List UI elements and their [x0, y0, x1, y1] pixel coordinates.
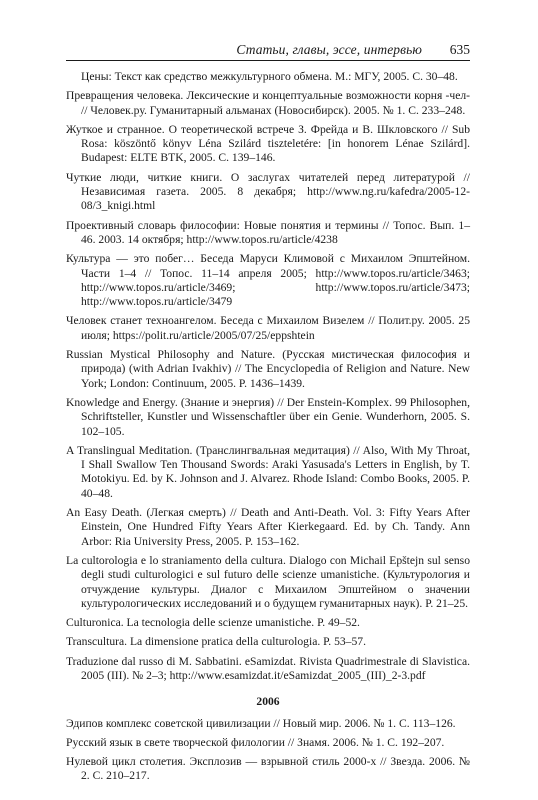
bibliography-entry: An Easy Death. (Легкая смерть) // Death and Anti-Death. Vol. 3: Fifty Years After Einstein, One Hundred Fifty Years After Kierkegaard. Ed. by Ch. Tandy. Ann Arbor: Ria University Press, 2005. P. 153–162. [66, 506, 470, 548]
year-heading: 2006 [256, 695, 280, 709]
bibliography-entry: Цены: Текст как средство межкультурного обмена. М.: МГУ, 2005. С. 30–48. [81, 70, 458, 83]
bibliography-entry: Проективный словарь философии: Новые понятия и термины // Топос. Вып. 1–46. 2003. 14 октября; http://www.topos.ru/article/4238 [66, 218, 470, 246]
bibliography-entry: Knowledge and Energy. (Знание и энергия) // Der Enstein-Komplex. 99 Philosophen, Schriftsteller, Kunstler und Wissenschaftler über ein Genie. Wunderhorn, 2005. S. 102–105. [66, 395, 470, 438]
bibliography-list [66, 70, 470, 789]
bibliography-entry: Русский язык в свете творческой филологии // Знамя. 2006. № 1. С. 192–207. [66, 735, 445, 749]
page-number: 635 [449, 42, 470, 57]
running-header [66, 40, 470, 61]
bibliography-entry: Превращения человека. Лексические и концептуальные возможности корня -чел- // Человек.ру. Гуманитарный альманах (Новосибирск). 2005. № 1. С. 233–248. [66, 89, 470, 117]
bibliography-entry: Traduzione dal russo di M. Sabbatini. eSamizdat. Rivista Quadrimestrale di Slavistica. 2005 (III). № 2–3; http://www.esamizdat.it/eSamizdat_2005_(III)_2-3.pdf [66, 654, 470, 682]
running-title: Статьи, главы, эссе, интервью [236, 42, 422, 57]
bibliography-entry: A Translingual Meditation. (Транслингвальная медитация) // Also, With My Throat, I Shall Swallow Ten Thousand Swords: Araki Yasusada's Letters in English, by T. Motokiyu. Ed. by K. Johnson and J. Alvarez. Rhode Island: Combo Books, 2005. P. 40–48. [66, 443, 470, 500]
bibliography-entry: Russian Mystical Philosophy and Nature. (Русская мистическая философия и природа) (with Adrian Ivakhiv) // The Encyclopedia of Religion and Nature. New York; London: Continuum, 2005. P. 1436–1439. [66, 348, 470, 390]
bibliography-entry: Человек станет техноангелом. Беседа с Михаилом Визелем // Полит.ру. 2005. 25 июля; https://polit.ru/article/2005/07/25/eppshtein [66, 314, 470, 342]
bibliography-entry: Жуткое и странное. О теоретической встрече З. Фрейда и В. Шкловского // Sub Rosa: köszöntő könyv Léna Szilárd tiszteletére: [in honorem Lénae Szilárd]. Budapest: ELTE BTK, 2005. С. 139–146. [66, 122, 470, 165]
bibliography-entry: Нулевой цикл столетия. Эксплозив — взрывной стиль 2000-х // Звезда. 2006. № 2. С. 210–217. [66, 755, 470, 783]
bibliography-entry: Культура — это побег… Беседа Маруси Климовой с Михаилом Эпштейном. Части 1–4 // Топос. 11–14 апреля 2005; http://www.topos.ru/article/3463; http://www.topos.ru/article/3469; http://www.topos.ru/article/3473; http://www.topos.ru/article/3479 [66, 252, 470, 309]
bibliography-entry: La cultorologia e lo straniamento della cultura. Dialogo con Michail Epštejn sul senso degli studi culturologici e sul futuro delle scienze umanistiche. (Культурология и отчуждение культуры. Диалог с Михаилом Эпштейном о значении культурологических исследований и о будущем гуманитарных наук). P. 21–25. [66, 553, 470, 610]
bibliography-entry: Transcultura. La dimensione pratica della culturologia. P. 53–57. [66, 635, 366, 649]
bibliography-entry: Culturonica. La tecnologia delle scienze umanistiche. P. 49–52. [66, 616, 360, 630]
bibliography-entry: Чуткие люди, читкие книги. О заслугах читателей перед литературой // Независимая газета. 2005. 8 декабря; http://www.ng.ru/kafedra/2005-12-08/3_knigi.html [66, 170, 470, 213]
bibliography-entry: Эдипов комплекс советской цивилизации // Новый мир. 2006. № 1. С. 113–126. [66, 716, 456, 730]
